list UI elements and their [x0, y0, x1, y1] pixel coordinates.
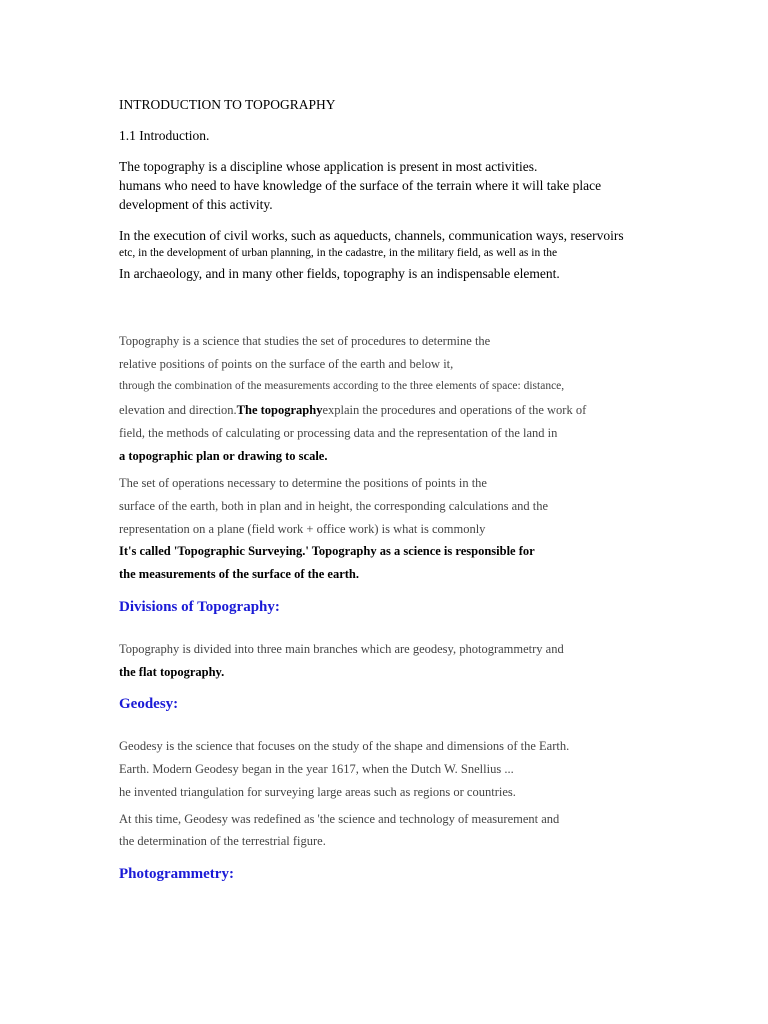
surveying-line-2: surface of the earth, both in plan and in height, the corresponding calculations and the [119, 499, 549, 513]
definition-line-4-start: elevation and direction. [119, 403, 237, 417]
divisions-heading: Divisions of Topography: [119, 599, 280, 615]
intro-p2-line-3: In archaeology, and in many other fields, topography is an indispensable element. [119, 266, 560, 281]
surveying-line-5: the measurements of the surface of the earth. [119, 567, 359, 581]
definition-bold-term: The topography [236, 403, 323, 417]
definition-line-1: Topography is a science that studies the set of procedures to determine the [119, 334, 491, 348]
section-introduction-heading: 1.1 Introduction. [119, 128, 210, 143]
geodesy-heading: Geodesy: [119, 696, 179, 712]
definition-line-5: field, the methods of calculating or processing data and the representation of the land in [119, 426, 558, 440]
surveying-line-4: It's called 'Topographic Surveying.' Topography as a science is responsible for [119, 544, 535, 558]
surveying-line-3: representation on a plane (field work + office work) is what is commonly [119, 522, 486, 536]
definition-line-3: through the combination of the measurements according to the three elements of space: distance, [119, 380, 565, 392]
definition-line-4 [119, 403, 586, 418]
intro-p1-line-3: development of this activity. [119, 197, 273, 212]
divisions-line-2: the flat topography. [119, 665, 225, 679]
definition-line-2: relative positions of points on the surface of the earth and below it, [119, 357, 454, 371]
geodesy-line-1: Geodesy is the science that focuses on the study of the shape and dimensions of the Earth. [119, 739, 570, 753]
geodesy-line-3: he invented triangulation for surveying large areas such as regions or countries. [119, 785, 516, 799]
definition-line-4-end: explain the procedures and operations of the work of [322, 403, 587, 417]
document-title: INTRODUCTION TO TOPOGRAPHY [119, 97, 336, 112]
geodesy-line-4: At this time, Geodesy was redefined as 'the science and technology of measurement and [119, 812, 560, 826]
geodesy-line-2: Earth. Modern Geodesy began in the year 1617, when the Dutch W. Snellius ... [119, 762, 514, 776]
definition-line-6: a topographic plan or drawing to scale. [119, 449, 328, 463]
intro-p2-line-1: In the execution of civil works, such as aqueducts, channels, communication ways, reservoirs [119, 228, 624, 243]
surveying-line-1: The set of operations necessary to determine the positions of points in the [119, 476, 487, 490]
intro-p2-line-2: etc, in the development of urban planning, in the cadastre, in the military field, as well as in the [119, 247, 558, 259]
intro-p1-line-2: humans who need to have knowledge of the surface of the terrain where it will take place [119, 178, 602, 193]
geodesy-line-5: the determination of the terrestrial figure. [119, 834, 326, 848]
photogrammetry-heading: Photogrammetry: [119, 866, 234, 882]
intro-p1-line-1: The topography is a discipline whose application is present in most activities. [119, 159, 538, 174]
divisions-line-1: Topography is divided into three main branches which are geodesy, photogrammetry and [119, 642, 564, 656]
